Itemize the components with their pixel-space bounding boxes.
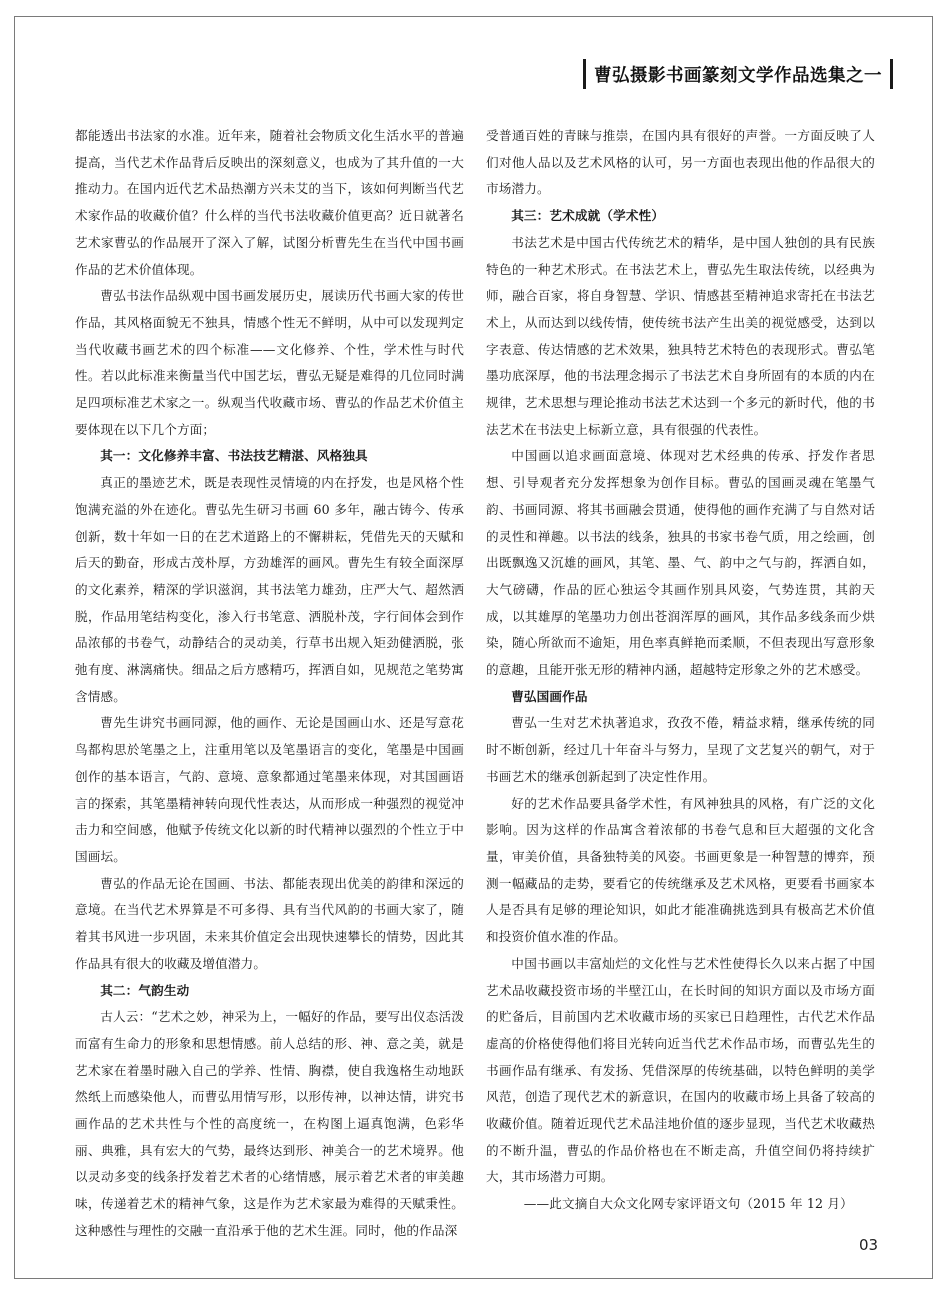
paragraph: 曹弘书法作品纵观中国书画发展历史，展读历代书画大家的传世作品，其风格面貌无不独具，情感个性无不鲜明，从中可以发现判定当代收藏书画艺术的四个标准——文化修养、个性，学术性与时代性。若以此标准来衡量当代中国艺坛，曹弘无疑是难得的几位同时满足四项标准艺术家之一。纵观当代收藏市场、曹弘的作品艺术价值主要体现在以下几个方面； [75,288,464,437]
paragraph: 中国书画以丰富灿烂的文化性与艺术性使得长久以来占据了中国艺术品收藏投资市场的半壁江山，在长时间的知识方面以及市场方面的贮备后，目前国内艺术收藏市场的买家已日趋理性，古代艺术作品虚高的价格使得他们将目光转向近当代艺术作品市场，而曹弘先生的书画作品有继承、有发扬、凭借深厚的传统基础，以特色鲜明的美学风范，创造了现代艺术的新意识，在国内的收藏市场上具备了较高的收藏价值。随着近现代艺术品洼地价值的逐步显现，当代艺术收藏热的不断升温，曹弘的作品价格也在不断走高，升值空间仍将持续扩大，其市场潜力可期。 [486,955,875,1185]
header-title: 曹弘摄影书画篆刻文学作品选集之一 [594,65,882,86]
section-heading: 曹弘国画作品 [511,688,588,704]
section-heading: 其二：气韵生动 [100,982,190,998]
paragraph: 都能透出书法家的水准。近年来，随着社会物质文化生活水平的普遍提高，当代艺术作品背后反映出的深刻意义，也成为了其升值的一大推动力。在国内近代艺术品热潮方兴未艾的当下，该如何判断当代艺术家作品的收藏价值？什么样的当代书法收藏价值更高？近日就著名艺术家曹弘的作品展开了深入了解，试图分析曹先生在当代中国书画作品的艺术价值体现。 [75,128,464,277]
paragraph: 真正的墨迹艺术，既是表现性灵情境的内在抒发，也是风格个性饱满充溢的外在迹化。曹弘先生研习书画 60 多年，融古铸今、传承创新，数十年如一日的在艺术道路上的不懈耕耘，凭借先天的天赋和后天的勤奋，形成古茂朴厚，方劲雄浑的画风。曹先生有较全面深厚的文化素养，精深的学识滋润，其书法笔力雄劲，庄严大气、超然洒脱，作品用笔结构变化，渗入行书笔意、洒脱朴茂，字行间体会到作品浓郁的书卷气，动静结合的灵动美，行草书出规入矩劲健洒脱，张弛有度、淋漓痛快。细品之后方感精巧，挥洒自如，见规范之笔势寓含情感。 [75,475,464,704]
paragraph: 中国画以追求画面意境、体现对艺术经典的传承、抒发作者思想、引导观者充分发挥想象为创作目标。曹弘的国画灵魂在笔墨气韵、书画同源、将其书画融会贯通，使得他的画作充满了与自然对话的灵性和禅趣。以书法的线条，独具的书家书卷气质，用之绘画，创出既飘逸又沉雄的画风，其笔、墨、气、韵中之气与韵，挥洒自如，大气磅礴，作品的匠心独运令其画作别具风姿，气势连贯，其韵天成，以其雄厚的笔墨功力创出苍润浑厚的画风，其作品多线条而少烘染，随心所欲而不逾矩，用色率真鲜艳而柔顺，不但表现出写意形象的意趣，且能开张无形的精神内涵，超越特定形象之外的艺术感受。 [486,448,875,678]
paragraph: 曹先生讲究书画同源，他的画作、无论是国画山水、还是写意花鸟都构思於笔墨之上，注重用笔以及笔墨语言的变化，笔墨是中国画创作的基本语言，气韵、意境、意象都通过笔墨来体现，对其国画语言的探索，其笔墨精神转向现代性表达，从而形成一种强烈的视觉冲击力和空间感，他赋予传统文化以新的时代精神以强烈的个性立于中国画坛。 [75,715,464,864]
left-text-column [75,123,464,1245]
section-heading: 其一：文化修养丰富、书法技艺精湛、风格独具 [100,448,368,464]
paragraph: 古人云：“艺术之妙，神采为上，一幅好的作品，要写出仪态活泼而富有生命力的形象和思想情感。前人总结的形、神、意之美，就是艺术家在着墨时融入自己的学养、性情、胸襟，使自我逸格生动地跃然纸上而感染他人，而曹弘用情写形，以形传神，以神达情，讲究书画作品的艺术共性与个性的高度统一，在构图上逼真饱满，色彩华丽、典雅，具有宏大的气势，最终达到形、神美合一的艺术境界。他以灵动多变的线条抒发着艺术者的心绪情感，展示着艺术者的审美趣味，传递着艺术的精神气象，这是作为艺术家最为难得的天赋秉性。这种感性与理性的交融一直沿承于他的艺术生涯。同时，他的作品深 [75,1009,464,1238]
header-right-bar [890,59,893,89]
paragraph: 曹弘的作品无论在国画、书法、都能表现出优美的韵律和深远的意境。在当代艺术界算是不可多得、具有当代风韵的书画大家了，随着其书风进一步巩固，未来其价值定会出现快速攀长的情势，因此其作品具有很大的收藏及增值潜力。 [75,875,464,971]
paragraph: 好的艺术作品要具备学术性，有风神独具的风格，有广泛的文化影响。因为这样的作品寓含着浓郁的书卷气息和巨大超强的文化含量，审美价值，具备独特美的风姿。书画更象是一种智慧的博弈，预测一幅藏品的走势，要看它的传统继承及艺术风格，更要看书画家本人是否具有足够的理论知识，如此才能准确挑选到具有极高艺术价值和投资价值水准的作品。 [486,795,875,945]
page-number: 03 [859,1236,879,1254]
citation: ——此文摘自大众文化网专家评语文句（2015 年 12 月） [523,1196,853,1212]
paragraph: 受普通百姓的青睐与推崇，在国内具有很好的声誉。一方面反映了人们对他人品以及艺术风格的认可，另一方面也表现出他的作品很大的市场潜力。 [486,128,875,197]
page-header [583,58,893,90]
right-text-column [486,123,875,1218]
paragraph: 书法艺术是中国古代传统艺术的精华，是中国人独创的具有民族特色的一种艺术形式。在书法艺术上，曹弘先生取法传统，以经典为师，融合百家，将自身智慧、学识、情感甚至精神追求寄托在书法艺术上，从而达到以线传情，使传统书法产生出美的视觉感受，达到以字表意、传达情感的艺术效果，独具特艺术特色的表现形式。曹弘笔墨功底深厚，他的书法理念揭示了书法艺术自身所固有的本质的内在规律，艺术思想与理论推动书法艺术达到一个多元的新时代，他的书法艺术在书法史上标新立意，具有很强的代表性。 [486,234,875,437]
section-heading: 其三：艺术成就（学术性） [511,208,665,224]
paragraph: 曹弘一生对艺术执著追求，孜孜不倦，精益求精，继承传统的同时不断创新，经过几十年奋斗与努力，呈现了文艺复兴的朝气，对于书画艺术的继承创新起到了决定性作用。 [486,715,875,784]
